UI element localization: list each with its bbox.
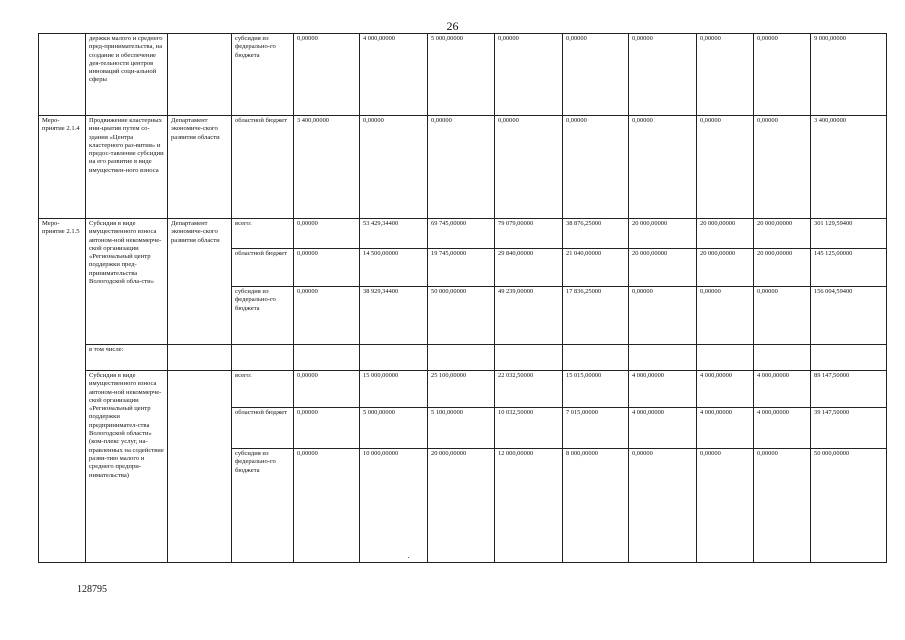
measure-name-cell: держки малого и среднего пред-принимательства, на создание и обеспечение дея-тельности центров инноваций соци-альной сферы (86, 34, 168, 116)
funding-source-cell: всего: (232, 371, 294, 408)
measure-number-cell (39, 34, 86, 116)
empty-cell (697, 345, 754, 371)
amount-cell: 0,00000 (754, 449, 811, 563)
amount-cell: 0,00000 (563, 34, 629, 116)
amount-cell: 53 429,34400 (360, 219, 428, 249)
measure-name-cell: Продвижение кластерных ини-циатив путем со-здания «Центра кластерного раз-вития» и предос-тавление субсидии на его развитие в виде имуществен-ного взноса (86, 116, 168, 219)
amount-cell: 301 129,59400 (811, 219, 887, 249)
empty-cell (563, 345, 629, 371)
amount-cell: 0,00000 (697, 34, 754, 116)
amount-cell: 22 032,50000 (495, 371, 563, 408)
amount-cell: 17 836,25000 (563, 287, 629, 345)
amount-cell: 4 000,00000 (754, 408, 811, 449)
amount-cell: 10 032,50000 (495, 408, 563, 449)
amount-cell: 0,00000 (294, 449, 360, 563)
amount-cell: 20 000,00000 (697, 249, 754, 287)
amount-cell: 12 000,00000 (495, 449, 563, 563)
amount-cell: 9 000,00000 (811, 34, 887, 116)
amount-cell: 0,00000 (629, 116, 697, 219)
amount-cell: 15 015,00000 (563, 371, 629, 408)
executor-cell: Департамент экономиче-ского развития области (168, 219, 232, 345)
funding-source-cell: субсидия из федерально-го бюджета (232, 287, 294, 345)
amount-cell: 10 000,00000 (360, 449, 428, 563)
funding-source-cell: областной бюджет (232, 408, 294, 449)
footer-code: 128795 (77, 584, 107, 595)
amount-cell: 145 125,00000 (811, 249, 887, 287)
amount-cell: 4 000,00000 (629, 371, 697, 408)
amount-cell: 19 745,00000 (428, 249, 495, 287)
amount-cell: 29 840,00000 (495, 249, 563, 287)
amount-cell: 0,00000 (294, 408, 360, 449)
amount-cell: 8 000,00000 (563, 449, 629, 563)
funding-source-cell: субсидия из федерально-го бюджета (232, 449, 294, 563)
amount-cell: 3 400,00000 (811, 116, 887, 219)
table-row (39, 371, 887, 408)
program-measures-table (38, 33, 887, 563)
including-label-cell: в том числе: (86, 345, 168, 371)
funding-source-cell: областной бюджет (232, 249, 294, 287)
amount-cell: 0,00000 (629, 287, 697, 345)
amount-cell: 0,00000 (495, 34, 563, 116)
amount-cell: 0,00000 (754, 116, 811, 219)
table-row (39, 116, 887, 219)
empty-cell (294, 345, 360, 371)
amount-cell: 0,00000 (495, 116, 563, 219)
empty-cell (495, 345, 563, 371)
measure-name-cell: Субсидия в виде имущественного взноса автоном-ной некоммерче-ской организации «Региональный центр поддержки пред-принимательства Вологодской обла-сти» (86, 219, 168, 345)
amount-cell: 15 000,00000 (360, 371, 428, 408)
funding-source-cell: субсидия из федерально-го бюджета (232, 34, 294, 116)
amount-cell: 3 400,00000 (294, 116, 360, 219)
amount-cell: 4 000,00000 (360, 34, 428, 116)
amount-cell: 4 000,00000 (697, 408, 754, 449)
empty-cell (428, 345, 495, 371)
measure-number-cell: Меро-приятие 2.1.4 (39, 116, 86, 219)
amount-cell: 20 000,00000 (629, 249, 697, 287)
amount-cell: 0,00000 (294, 219, 360, 249)
executor-cell: Департамент экономиче-ского развития области (168, 116, 232, 219)
amount-cell: 38 876,25000 (563, 219, 629, 249)
amount-cell: 0,00000 (294, 287, 360, 345)
amount-cell: 0,00000 (754, 34, 811, 116)
executor-cell (168, 371, 232, 563)
amount-cell: 50 000,00000 (811, 449, 887, 563)
amount-cell: 20 000,00000 (697, 219, 754, 249)
amount-cell: 0,00000 (697, 449, 754, 563)
amount-cell: 4 000,00000 (697, 371, 754, 408)
table-row (39, 34, 887, 116)
amount-cell: 0,00000 (360, 116, 428, 219)
funding-source-cell: всего: (232, 219, 294, 249)
empty-cell (360, 345, 428, 371)
amount-cell: 5 100,00000 (428, 408, 495, 449)
empty-cell (629, 345, 697, 371)
amount-cell: 39 147,50000 (811, 408, 887, 449)
amount-cell: 25 100,00000 (428, 371, 495, 408)
amount-cell: 0,00000 (629, 34, 697, 116)
amount-cell: 0,00000 (563, 116, 629, 219)
amount-cell: 4 000,00000 (754, 371, 811, 408)
table-row (39, 219, 887, 249)
amount-cell: 7 015,00000 (563, 408, 629, 449)
funding-source-cell: областной бюджет (232, 116, 294, 219)
amount-cell: 0,00000 (294, 34, 360, 116)
amount-cell: 50 000,00000 (428, 287, 495, 345)
amount-cell: 0,00000 (428, 116, 495, 219)
scan-speck (408, 557, 409, 558)
amount-cell: 89 147,50000 (811, 371, 887, 408)
empty-cell (232, 345, 294, 371)
measure-name-cell: Субсидия в виде имущественного взноса автоном-ной некоммерче-ской организации «Региональный центр поддержки предпринимател-ства Вологодской области» (ком-плекс услуг, на-правленных на содействие разви-тию малого и среднего предпри-нимательства) (86, 371, 168, 563)
amount-cell: 156 004,59400 (811, 287, 887, 345)
amount-cell: 0,00000 (697, 287, 754, 345)
amount-cell: 0,00000 (294, 371, 360, 408)
executor-cell (168, 34, 232, 116)
amount-cell: 20 000,00000 (428, 449, 495, 563)
amount-cell: 20 000,00000 (629, 219, 697, 249)
amount-cell: 5 000,00000 (360, 408, 428, 449)
empty-cell (754, 345, 811, 371)
amount-cell: 0,00000 (294, 249, 360, 287)
amount-cell: 0,00000 (629, 449, 697, 563)
empty-cell (811, 345, 887, 371)
amount-cell: 49 239,00000 (495, 287, 563, 345)
amount-cell: 0,00000 (697, 116, 754, 219)
amount-cell: 5 000,00000 (428, 34, 495, 116)
amount-cell: 4 000,00000 (629, 408, 697, 449)
amount-cell: 0,00000 (754, 287, 811, 345)
empty-cell (168, 345, 232, 371)
amount-cell: 69 745,00000 (428, 219, 495, 249)
amount-cell: 21 040,00000 (563, 249, 629, 287)
measure-number-cell: Меро-приятие 2.1.5 (39, 219, 86, 563)
amount-cell: 20 000,00000 (754, 249, 811, 287)
amount-cell: 14 500,00000 (360, 249, 428, 287)
amount-cell: 79 079,00000 (495, 219, 563, 249)
page-number: 26 (446, 19, 459, 33)
amount-cell: 20 000,00000 (754, 219, 811, 249)
amount-cell: 38 929,34400 (360, 287, 428, 345)
table-row (39, 345, 887, 371)
